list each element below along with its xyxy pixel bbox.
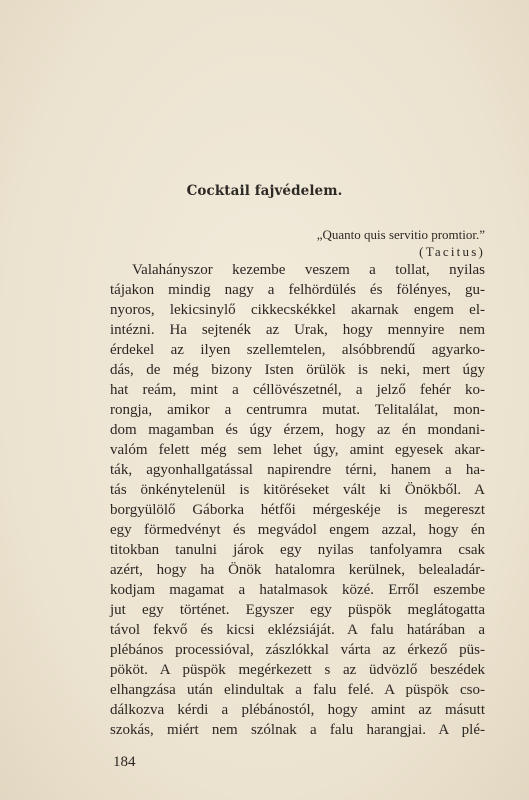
epigraph-author: (Tacitus) [419,244,485,259]
body-text [110,260,485,740]
text-line: elhangzása után elindultak a falu felé. A püspök cso- [110,682,485,698]
text-line: nyoros, lekicsinylő cikkecskékkel akarnak engem el- [110,302,485,318]
text-line: titokban tanulni járok egy nyilas tanfolyamra csak [110,542,485,558]
text-line: tás önkénytelenül is kitöréseket vált ki Önökből. A [110,482,485,498]
text-line: dás, de még bizony Isten örülök is neki, mert úgy [110,362,485,378]
text-line: hat reám, mint a céllövészetnél, a jelző fehér ko- [110,382,485,398]
text-line: távol fekvő és kicsi eklézsiáját. A falu határában a [110,622,485,638]
text-line: érdekel az ilyen szellemtelen, alsóbbrendű agyarko- [110,342,485,358]
text-line: intézni. Ha sejtenék az Urak, hogy mennyire nem [110,322,485,338]
text-line: kodjam magamat a hatalmasok közé. Erről eszembe [110,582,485,598]
text-line: szokás, miért nem szólnak a falu harangjai. A plé- [110,722,485,738]
page-number: 184 [113,754,136,770]
text-line: dálkozva kérdi a plébánostól, hogy amint az másutt [110,702,485,718]
text-line: tájakon mindig nagy a felhördülés és fölényes, gu- [110,282,485,298]
text-line: valóm felett még sem lehet úgy, amint egyesek akar- [110,442,485,458]
text-line: dom magamban és úgy érzem, hogy az én mondani- [110,422,485,438]
text-line: borgyülölő Gáborka hétfői mérgeskéje is megereszt [110,502,485,518]
text-line: plébános processióval, zászlókkal várta az érkező püs- [110,642,485,658]
epigraph-quote: „Quanto quis servitio promtior.” [316,227,485,242]
text-line: jut egy történet. Egyszer egy püspök meglátogatta [110,602,485,618]
text-line: azért, hogy ha Önök hatalomra kerülnek, belealadár- [110,562,485,578]
text-line: rongja, amikor a centrumra mutat. Telitalálat, mon- [110,402,485,418]
text-line: egy förmedvényt és megvádol engem azzal, hogy én [110,522,485,538]
text-line: ták, agyonhallgatással napirendre térni, hanem a ha- [110,462,485,478]
chapter-title: Cocktail fajvédelem. [186,183,343,199]
text-line: pököt. A püspök megérkezett s az üdvözlő beszédek [110,662,485,678]
text-line: Valahányszor kezembe veszem a tollat, nyilas [132,262,485,278]
